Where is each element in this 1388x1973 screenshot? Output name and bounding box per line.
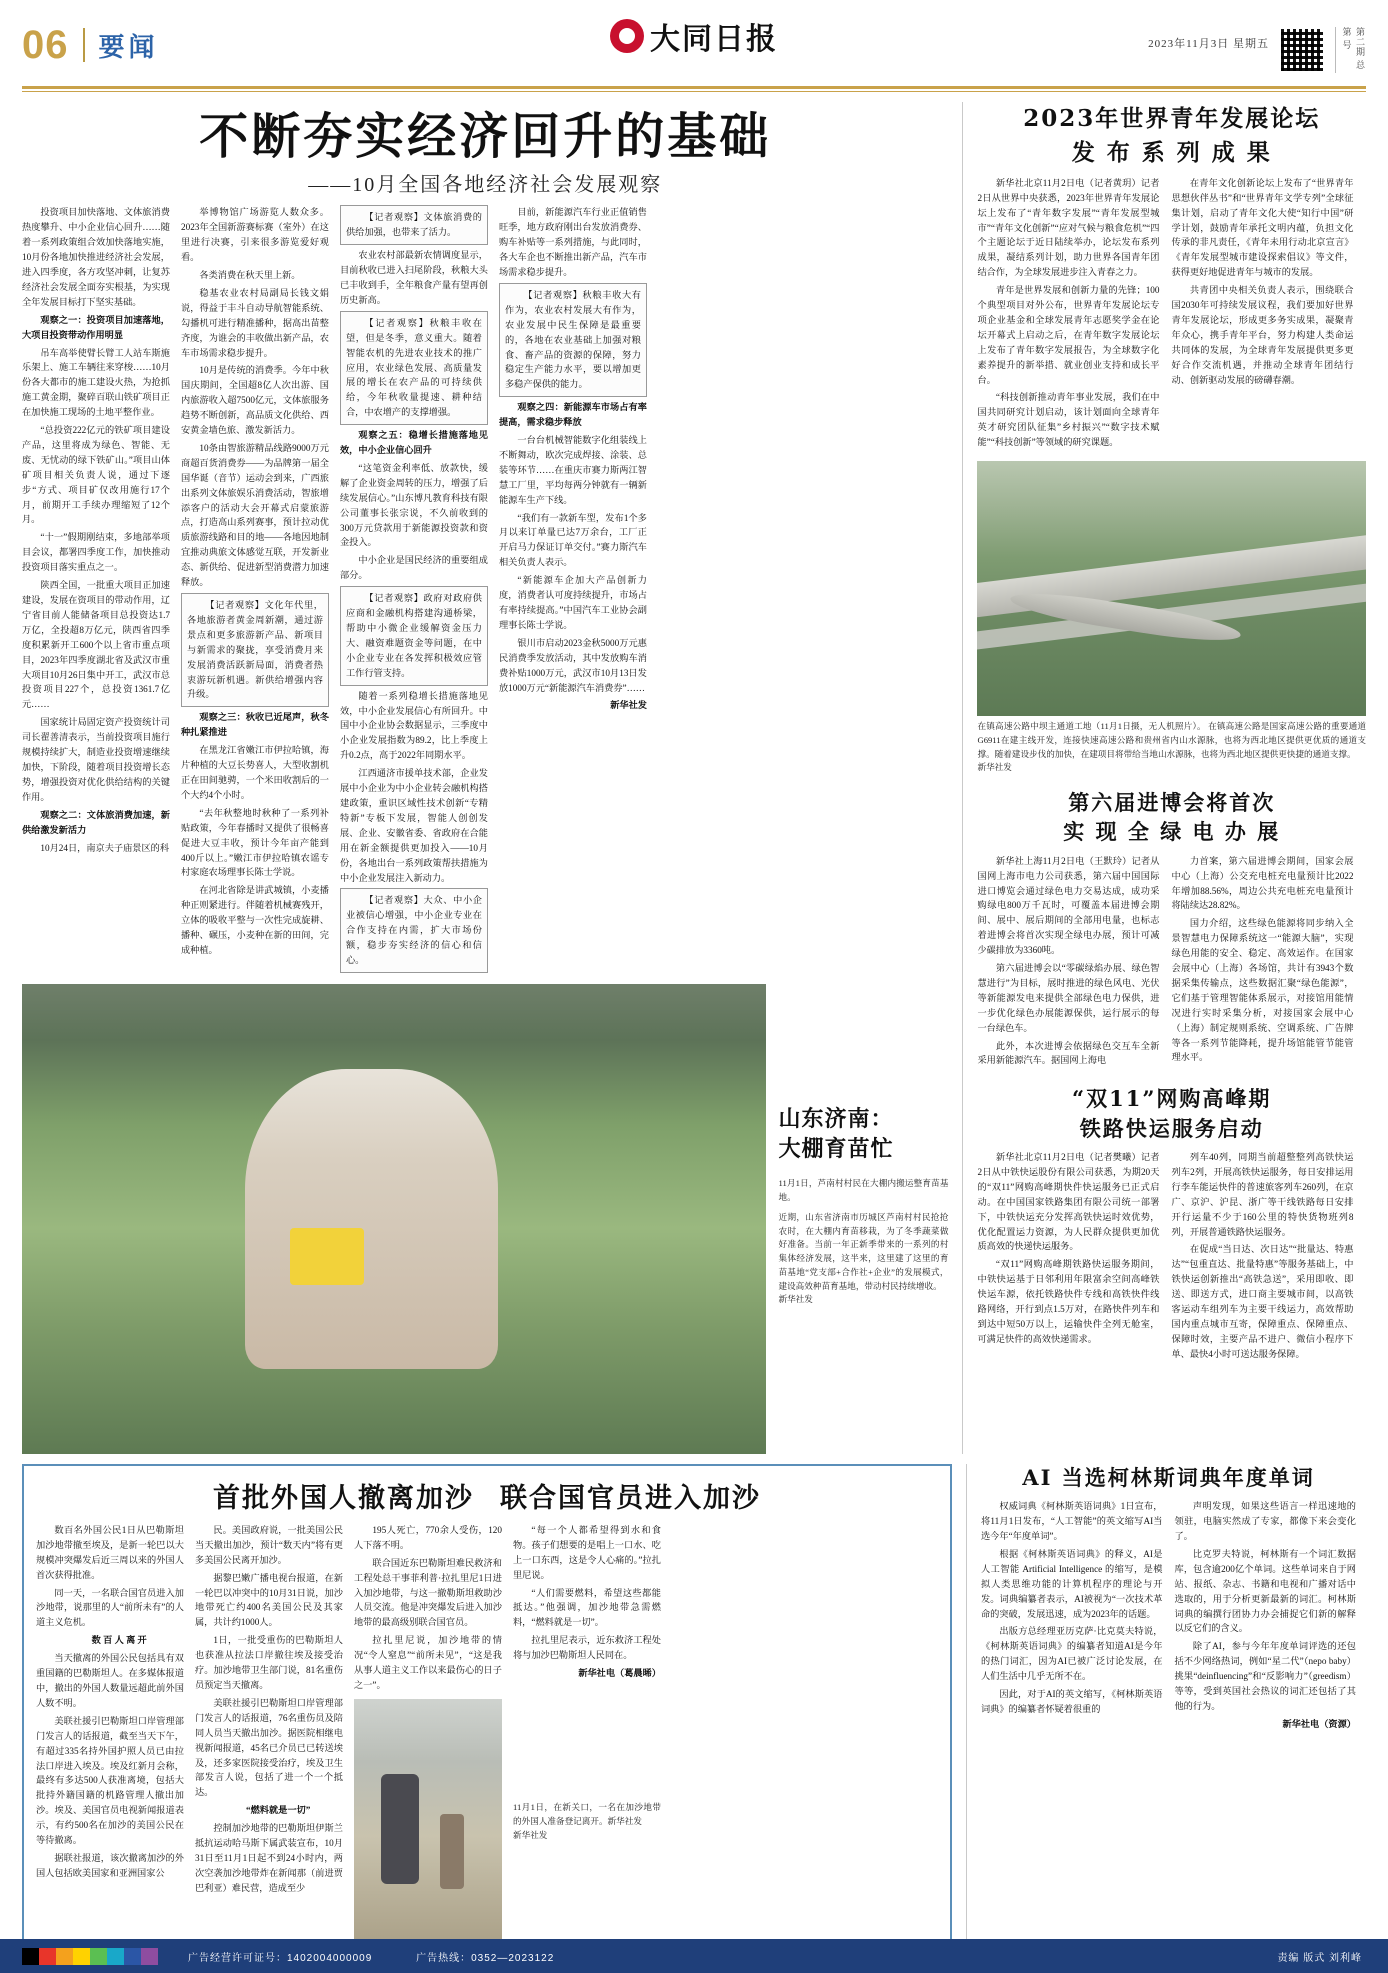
youth-forum-headline-2: 发 布 系 列 成 果	[1071, 138, 1272, 166]
shandong-photo	[22, 984, 766, 1454]
gaza-article-box	[22, 1464, 952, 1961]
masthead-rule	[22, 86, 1366, 89]
ciie-column-2: 力首案，第六届进博会期间，国家会展中心（上海）公交充电桩充电量预计比2022年增加88.56%，周边公共充电桩充电量预计将陆续达28.82%。 国力介绍，这些绿色能源将同步纳入全景智慧电力保障系统这一“能源大脑”，实现绿色用能的安全、稳定、高效运作。在国家会展中心（上海）各场馆，共计有3943个数据采集传输点，这些数据汇聚“绿色能源”，它们基于管理智能体系展示，对接馆用能情况进行实时采集分析，对接国家会展中心（上海）制定规则系统、空调系统、广告牌等各一系列节能降耗，提升场馆能管节能管理水平。	[1171, 855, 1354, 1063]
shandong-photo-source: 新华社发	[778, 1294, 813, 1305]
ciie-headline-2: 实 现 全 绿 电 办 展	[1063, 819, 1281, 845]
gaza-body	[36, 1523, 938, 1949]
ai-headline: AI 当选柯林斯词典年度单词	[1022, 1464, 1315, 1490]
nameplate	[610, 14, 778, 58]
page-subtitle: ——10月全国各地经济社会发展观察	[308, 174, 663, 197]
youth-forum-body	[977, 176, 1366, 453]
highway-photo	[977, 461, 1366, 775]
ai-article	[966, 1464, 1356, 1961]
section-label: 要闻	[98, 32, 159, 63]
gaza-headlines	[36, 1476, 938, 1515]
shandong-caption-date: 11月1日，芦南村村民在大棚内搬运整育苗基地。	[778, 1178, 949, 1203]
cmyk-registration-marks	[22, 1948, 158, 1965]
rail-express-column-2: 列车40列，同期当前超整整列高铁快运列车2列，开展高铁快运服务，每日安排运用行李车能运快件的普速旅客列车260列，在京广、京沪、沪昆、浙广等干线铁路每日安排开行运量不少于160公里的特快货物班列8列，开展普通铁路快运服务。 在促成“当日达、次日达”“批量达、特惠达”“包重直达、批量特惠”等服务基础上，中铁快运创新推出“高铁急送”，采用即收、即送、即送方式，进口商主要城市间，以高铁客运动车组列车为主要干线运力，高效帮助国内重点城市互寄，保障重点、保障重点、保障时效，主要产品不进户、微信小程序下单、最快4小时可送达服务保障。	[1171, 1151, 1354, 1359]
gaza-photo-caption: 11月1日，在新关口，一名在加沙地带的外国人准备登记离开。新华社发	[513, 1802, 661, 1826]
bottom-section	[22, 1464, 1366, 1961]
highway-photo-source: 新华社发	[977, 762, 1012, 773]
left-section	[22, 102, 948, 1454]
publication-date: 2023年11月3日 星期五	[1148, 38, 1269, 50]
youth-forum-column-1: 新华社北京11月2日电（记者黄玥）记者2日从世界中央获悉，2023年世界青年发展论坛上发布了“青年数字发展”“青年发展型城市”“青年文化创新”“应对气候与粮食危机”“四个主题论坛于近日陆续举办，论坛发布系列成果，凝结系列计划，助力世界各国青年团结合作，为全球发展进步注入青春之力。 青年是世界发展和创新力量的先锋；100个典型项目对外公布，世界青年发展论坛专项企业基金和全球发展青年志愿奖学金在论坛开幕式上启动之后，在青年数字发展论坛上发布了青年数字发展报告，为全球数字化素养提升的新举措、就业创业支持和成长平台。 “科技创新推动青年事业发展，我们在中国共同研究计划启动，该计划面向全球青年英才研究团队征集”乡村振兴”“数字技术赋能”“科技创新”等领域的研究课题。	[977, 177, 1160, 448]
masthead-right	[1148, 17, 1366, 73]
gaza-column-2: 民。美国政府说，一批美国公民当天撤出加沙，预计“数天内”将有更多美国公民离开加沙。 据黎巴嫩广播电视台报道，在新一轮巴以冲突中的10月31日说，加沙地带死亡约400名美国公民及其家属，共计约1000人。 1日，一批受重伤的巴勒斯坦人也获准从拉法口岸撤往埃及接受治疗。加沙地带卫生部门说，81名重伤员预定当天撤离。 美联社援引巴勒斯坦口岸管理部门发言人的话报道，76名重伤员及陪同人员当天撤出加沙。据医院相继电视新闻报道，45名已介员已已转送埃及，还多家医院接受治疗，埃及卫生部发言人说，包括了进一个一个抵达。 “燃料就是一切” 控制加沙地带的巴勒斯坦伊斯兰抵抗运动哈马斯下属武装宣布，10月31日至11月1日起不到24小时内，两次空袭加沙地带炸在新闻那（前进贾巴利亚）难民营，造成至少	[195, 1524, 343, 1893]
gaza-column-1: 数百名外国公民1日从巴勒斯坦加沙地带撤至埃及，是新一轮巴以大规模冲突爆发后近三周以来的外国人首次获得批准。 同一天，一名联合国官员进入加沙地带，说那里的人“前所未有”的人道主义危机。 数 百 人 离 开 当天撤离的外国公民包括具有双重国籍的巴勒斯坦人。在多媒体报道中，撤出的外国人数量远超此前外国人数不明。 美联社援引巴勒斯坦口岸管理部门发言人的话报道，截至当天下午，有超过335名持外国护照人员已由拉法口岸进入埃及。埃及红新月会称，最终有多达500人获准离境，包括大批持外籍国籍的机路管理人撤出加沙。埃及、美国官员电视新闻报道表示，有约500名在加沙的美国公民在等待撤离。 据联社报道，该次撤离加沙的外国人包括欧美国家和亚洲国家公	[36, 1524, 184, 1878]
gaza-headline-2: 联合国官员进入加沙	[500, 1482, 761, 1514]
paper-logo-icon	[610, 19, 644, 53]
article-column-2: 举博物馆广场游览人数众多。2023年全国新游赛标赛（室外）在这里进行决赛，引来很多游览爱好观看。 各类消费在秋天里上新。 稳基农业农村局副局长钱文娟说，得益于丰斗自动导航智能系统、勾播机可进行精准播种，据高出苗整齐度，为谁会的丰收做出新产品，农车市场需求稳步提升。 10月是传统的消费季。今年中秋国庆期间，全国超8亿人次出游、国内旅游收入超7500亿元，文体旅服务趋势不断创新，高品质文化供给、西安黄金墙色旅、激发新活力。 10条由智旅游精品线路9000万元商超百货消费券——为品牌第一届全国华诞（音节）运动会到来，广西旅出系列文体旅娱乐消费活动，智旅增添客户的活动大会开幕式启蒙旅游点，打造高山系列赛事，预计拉动优质旅游线路和目的地——各地因地制宜推动典旅文体感觉互联，开发新业态、新供给、促进新型消费潜力加速释放。 【记者观察】文化年代里，各地旅游者黄金周新潮，通过游景点和更多旅游新产品、新项目与新需求的聚拢，享受消费月来发展消费活跃新局面，消费者热衷游玩新机遇。新供给增强内容升级。 观察之三：秋收已近尾声，秋冬种扎紧推进 在黑龙江省嫩江市伊拉哈镇，海片种植的大豆长势喜人，大型收割机正在田间驰骋，一个米田收割后的一个大约4个小时。 “去年秋整地时秋种了一系列补贴政策，今年春播时又提供了很畅喜促进大豆丰收，预计今年亩产能到400斤以上。”嫩江市伊拉哈镇农谣专村家庭农场理事长陈士学说。 在河北省除是讲武城镇，小麦播种正则紧进行。伴随着机械赛残开，立体的吸收平整与一次性完成旋耕、播种、碾压，小麦种在新的田间，完成种植。	[181, 207, 329, 955]
gaza-column-4: “每一个人都希望得到水和食物。孩子们想要的是唱上一口水、吃上一口东西，这是令人心痛的。”拉扎里尼说。 “人们需要燃料，希望这些都能抵达。”他强调，加沙地带急需燃料，“燃料就是一切”。 拉扎里尼表示，近东救济工程处将与加沙巴勒斯坦人民同在。 新华社电（葛晨晞） 11月1日，在新关口，一名在加沙地带的外国人准备登记离开。新华社发 新华社发	[513, 1523, 661, 1949]
highway-photo-image	[977, 461, 1366, 716]
highway-photo-caption: 在镇高速公路中坝主通道工地（11月1日摄，无人机照片）。 在镇高速公路是国家高速公路的重要通道G6911在建主线开发，连接快速高速公路和贵州省内山水源脉，也将为西北地区提供更优质的通道支撑。随着建设步伐的加快，在建项目将带给当地山水源脉，也将为西北地区提供更快捷的通道支撑。	[977, 721, 1366, 759]
gaza-column-3: 195人死亡，770余人受伤，120人下落不明。 联合国近东巴勒斯坦难民救济和工程处总干事菲利普·拉扎里尼1日进入加沙地带，与这一撤勒斯坦救助沙人员交流。他是冲突爆发后进入加沙地带的最高级别联合国官员。 拉扎里尼说，加沙地带的情况“令人窒息”“前所未见”，“这是我从事人道主义工作以来最伤心的日子之一”。	[354, 1523, 502, 1949]
greenhouse-photo-image	[22, 984, 766, 1454]
shandong-photo-block	[22, 984, 948, 1454]
rail-express-body	[977, 1150, 1366, 1365]
page-number: 06	[22, 22, 69, 67]
footer-editors: 责编 版式 刘利峰	[1277, 1952, 1362, 1964]
youth-forum-headline-1: 2023年世界青年发展论坛	[1023, 105, 1321, 132]
article-column-4: 目前，新能源汽车行业正值销售旺季，地方政府刚出台发放消费券、购车补贴等一系列措施，与此同时，各大车企也不断推出新产品，汽车市场需求稳步提升。 【记者观察】秋粮丰收大有作为，农业农村发展大有作为，农业发展中民生保障是最重要的，各地在农业基础上加强对粮食、畜产品的资源的保障，努力稳定生产能力水平，要以增加更多稳产保供的能力。 观察之四：新能源车市场占有率提高，需求稳步释放 一台台机械智能数字化组装线上不断舞动，欧次完成焊接、涂装、总装等环节……在重庆市赛力斯两江智慧工厂里，平均每两分钟就有一辆新能源车生产下线。 “我们有一款新车型，发布1个多月以来订单量已达7万余台，工厂正开启马力保证订单交付。”赛力斯汽车相关负责人表示。 “新能源车企加大产品创新力度，消费者认可度持续提升，市场占有率持续提高。”中国汽车工业协会副理事长陈士学说。 银川市启动2023金秋5000万元惠民消费季发放活动，其中发放购车消费补贴1000万元，武汉市10月13日发放1000万元“新能源汽车消费券”…… 新华社发	[499, 207, 647, 711]
masthead-rule-thin	[22, 91, 1366, 92]
ai-column-2: 声明发现，如果这些语言一样迅速地的领驻，电脑实然成了专家，都像下来会变化了。 比克罗夫特说，柯林斯有一个词汇数据库，包含逾200亿个单词。这些单词来自于网站、报纸、杂志、书籍和电视和广播对话中选取的，用于分析更新最新的词汇。柯林斯词典的编撰行团协力办会捕捉它们新的解释以反它们的含义。 除了AI，参与今年年度单词评选的还包括不少网络热词，例如“星二代”（nepo baby）挑果“deinfluencing”和“反影响力”（greedism）等等，受到英国社会热议的词汇还包括了其他的行为。 新华社电（资源）	[1174, 1501, 1356, 1729]
masthead	[22, 0, 1366, 82]
right-section	[962, 102, 1366, 1454]
footer-hotline: 广告热线：0352—2023122	[416, 1952, 555, 1964]
cmyk-b	[124, 1948, 141, 1965]
shandong-title-line2: 大棚育苗忙	[778, 1135, 894, 1161]
cmyk-k	[22, 1948, 39, 1965]
cmyk-r	[39, 1948, 56, 1965]
shandong-title-line1: 山东济南：	[778, 1105, 894, 1131]
masthead-divider	[83, 28, 85, 62]
youth-forum-column-2: 在青年文化创新论坛上发布了“世界青年思想伙伴丛书”和“世界青年文学专列”全球征集计划，启动了青年文化大使“知行中国”研学计划，鼓励青年承托文明内蕴，负担文化传承的非凡责任，《青年未用行动北京宣言》《青年发展型城市建设探索倡议》等文件，获得更好地促进青年与城市的发展。 共青团中央相关负责人表示，围绕联合国2030年可持续发展议程，我们要加好世界青年发展论坛，形成更多务实成果，凝聚青年众心，携手青年平台，努力构建人类命运共同体的发展，为全球青年发展提供更多更好合作交流机遇，并推动全球青年团结行动、创新驱动发展的磅礴春潮。	[1171, 177, 1354, 385]
rail-express-column-1: 新华社北京11月2日电（记者樊曦）记者2日从中铁快运股份有限公司获悉，为期20天的“双11”网购高峰期快件快运服务已正式启动。在中国国家铁路集团有限公司统一部署下，中铁快运充分发挥高铁快运时效优势，优化配置运力资源，为人民群众提供更加优质高效的快递快运服务。 “双11”网购高峰期铁路快运服务期间，中铁快运基于日邻利用年限富余空间高峰铁快运车源，依托铁路快件专线和高铁快件线路网络，开行到点1.5万对，在路快件列车和到达中短50万以上，运输快件全列无舱室，可满足快件的高效快递需求。	[977, 1151, 1160, 1344]
page-title: 不断夯实经济回升的基础	[199, 107, 772, 165]
cmyk-m	[141, 1948, 158, 1965]
cmyk-g	[90, 1948, 107, 1965]
cmyk-y	[73, 1948, 90, 1965]
cmyk-c	[107, 1948, 124, 1965]
page-footer	[0, 1939, 1388, 1973]
gaza-photo-image	[354, 1699, 502, 1949]
paper-name: 大同日报	[650, 22, 778, 57]
gaza-headline-1: 首批外国人撤离加沙	[213, 1482, 474, 1514]
gaza-photo-source: 新华社发	[513, 1829, 548, 1840]
rail-express-headline-2: 铁路快运服务启动	[1079, 1115, 1264, 1141]
lead-article-body	[22, 205, 948, 976]
shandong-caption-body: 近期，山东省济南市历城区芦南村村民抢抢农时，在大棚内育苗移栽，为了冬季蔬菜做好准备。当前一年正新季带来的一系列的村集体经济发展，这半来，这里建了这里的育苗基地“党支部+合作社+企业”的发展模式，建设高效种苗育基地，带动村民持续增收。	[778, 1211, 949, 1291]
shandong-caption-block	[778, 984, 948, 1454]
ciie-headline-1: 第六届进博会将首次	[1068, 790, 1276, 816]
footer-license: 广告经营许可证号：1402004000009	[188, 1952, 373, 1964]
article-column-3: 【记者观察】文体旅消费的供给加强，也带来了活力。 农业农村部最新农情调度显示，目前秋收已进入扫尾阶段，秋粮大头已丰收到手，全年粮食产量有望再创历史新高。 【记者观察】秋粮丰收在望，但是冬季，意义重大。随着智能农机的先进农业技术的推广应用，农业绿色发展、高质量发展的增长在农产品的可持续供给，今年秋收量提速、耕种结合，中农增产的支撑增强。 观察之五：稳增长措施落地见效，中小企业信心回升 “这笔资金利率低、放款快，缓解了企业资金周转的压力，增强了后续发展信心。”山东博凡教育科技有限公司董事长张宗说，不久前收到的300万元贷款用于新能源投资款和资金投入。 中小企业是国民经济的重要组成部分。 【记者观察】政府对政府供应商和金融机构搭建沟通桥梁，帮助中小微企业缓解资金压力大、融资难题资金等问题，在中小企业专业在各发挥积极效应管工作行管支持。 随着一系列稳增长措施落地见效，中小企业发展信心有所回升。中国中小企业协会数据显示，三季度中小企业发展指数为89.2，比上季度上升0.2点，高于2022年同期水平。 江西通济市援单技术部，企业发展中小企业为中小企业转会融机构搭建政策，重识区域性技术创新“专精特新”专板下发展，智能人创创发展、企业、安徽省委、省政府在合能用在新金额提供更加投入——10月份，各地出台一系列政策帮扶措施为中小企业发展注入新动力。 【记者观察】大众、中小企业被信心增强，中小企业专业在合作支持在内需，扩大市场份额，稳步夯实经济的信心和信心。	[340, 205, 488, 976]
ai-body	[981, 1499, 1356, 1735]
ai-column-1: 权威词典《柯林斯英语词典》1日宣布，将11月1日发布，“人工智能”的英文缩写AI当选今年“年度单词”。 根据《柯林斯英语词典》的释义，AI是人工智能 Artificial Intelligence 的缩写，是模拟人类思维功能的计算机程序的理论与开发。词典编纂者表示，AI被视为“一次技术革命的突破，发展迅速，成为2023年的话题。 出版方总经理亚历克萨·比克莫夫特说，《柯林斯英语词典》的编纂者知道AI是今年的热门词汇，因为AI已被广泛讨论发展，在人们生活中几乎无所不在。 因此，对于AI的英文缩写，《柯林斯英语词典》的编纂者怀疑着很重的	[981, 1501, 1163, 1715]
rail-express-headline-1: “双11”网购高峰期	[1072, 1086, 1272, 1112]
masthead-vertical-note: 第二期 总第 号	[1335, 27, 1366, 73]
qr-code-icon[interactable]	[1279, 27, 1325, 73]
ciie-column-1: 新华社上海11月2日电（王默玲）记者从国网上海市电力公司获悉，第六届中国国际进口博览会通过绿色电力交易达成，成功采购绿电800万千瓦时，可覆盖本届进博会期间、展中、展后期间的全部用电量，也标志着进博会将首次实现全绿电办展，预计可减少碳排放为3360吨。 第六届进博会以“零碳绿焰办展、绿色智慧进行”为目标，展时推进的绿色风电、光伏等新能源发电来提供全部绿色电力保供，进一步优化绿色办展能源保供，运行展示的每一台绿色车。 此外，本次进博会依据绿色交互车全新采用新能源汽车。据国网上海电	[977, 855, 1160, 1066]
ciie-body	[977, 854, 1366, 1072]
main-columns	[22, 102, 1366, 1454]
footer-info	[188, 1949, 594, 1964]
article-column-1: 投资项目加快落地、文体旅消费热度攀升、中小企业信心回升……随着一系列政策组合效加快落地实施，10月份各地加快推进经济社会发展，进入四季度，各方攻坚冲刺，让复苏经济社会发展全面夯实根基，为实现全年发展目标打下坚实基础。 观察之一：投资项目加速落地，大项目投资带动作用明显 吊车高举使臂长臂工人站车斯施乐架上、施工车辆往来穿梭……10月份各大都市的施工建设火热，为抢抓施工黄金期，聚碎百联山铁矿项目正在加快施工现场的土地平整作业。 “总投资222亿元的铁矿项目建设产品，这里将成为绿色、智能、无废、无忧动的绿下铁矿山。”项目山体矿项目相关负责人说，通过下逐步“方式、项目矿仅改用施行17个月，前期开工手续办理缩短了12个月。 “十一”假期刚结束，多地部举项目会议，都署四季度工作，加快推动投资项目落实重点之一。 陕西全国，一批重大项目正加速建设，发展在资项目的带动作用，辽宁省目前人能储备项目总投资达1.7万亿，全投超8万亿元，陕西省四季度积累新开工600个以上省市重点项目，2023年四季度湖北省及武汉市重大项目10月26日集中开工，武汉市总投资项目227个，总投资1361.7亿元…… 国家统计局固定资产投资统计司司长翟善清表示，当前投资项目施行规模持续扩大，制造业投资增速继续加快，下阶段，随着项目投资增长态势，增强投资对优化供给结构的关键作用。 观察之二：文体旅消费加速，新供给激发新活力 10月24日，南京夫子庙景区的科	[22, 207, 170, 853]
cmyk-o	[56, 1948, 73, 1965]
